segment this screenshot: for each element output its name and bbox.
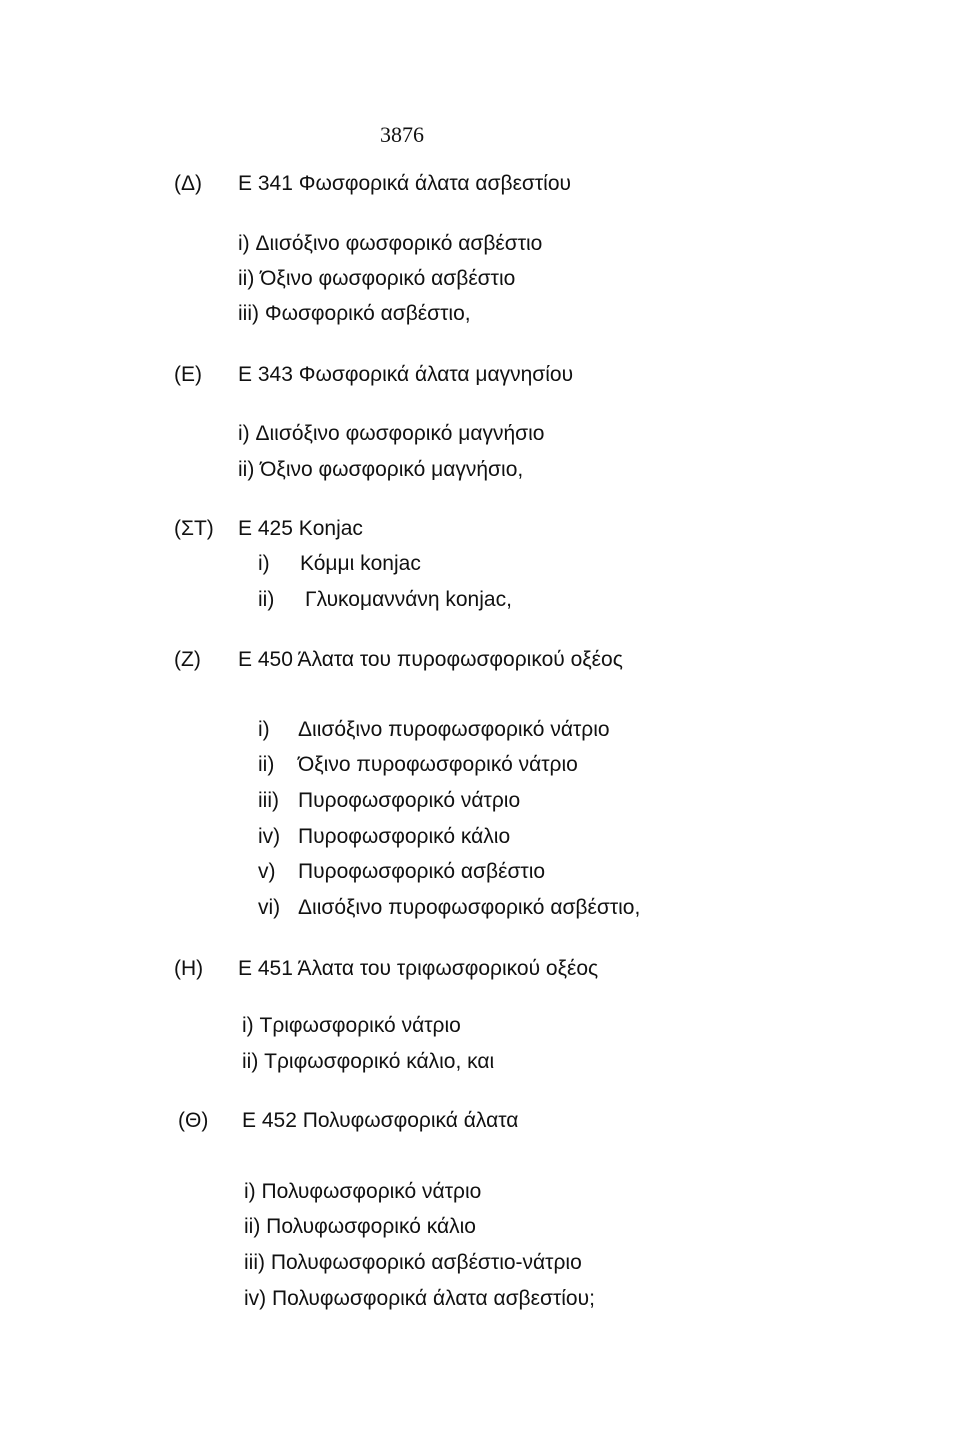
list-item: Πυροφωσφορικό νάτριο [298,789,521,812]
section-label-epsilon: (Ε) [174,363,202,386]
list-item-number: v) [258,860,276,883]
list-item: Πυροφωσφορικό κάλιο [298,825,511,848]
list-item: i) Διισόξινο φωσφορικό ασβέστιο [238,232,543,255]
section-label-stigma: (ΣΤ) [174,517,214,540]
section-label-theta: (Θ) [178,1109,209,1132]
section-heading-delta: Ε 341 Φωσφορικά άλατα ασβεστίου [238,172,572,195]
list-item: Διισόξινο πυροφωσφορικό ασβέστιο, [298,896,641,919]
section-heading-stigma: Ε 425 Konjac [238,517,363,540]
section-heading-theta: Ε 452 Πολυφωσφορικά άλατα [242,1109,519,1132]
list-item: ii) Τριφωσφορικό κάλιο, και [242,1050,495,1073]
section-heading-eta: Ε 451 Άλατα του τριφωσφορικού οξέος [238,957,599,980]
list-item-number: iv) [258,825,281,848]
list-item: Διισόξινο πυροφωσφορικό νάτριο [298,718,610,741]
section-heading-zeta: Ε 450 Άλατα του πυροφωσφορικού οξέος [238,648,623,671]
list-item: i) Τριφωσφορικό νάτριο [242,1014,461,1037]
list-item: iv) Πολυφωσφορικά άλατα ασβεστίου; [244,1287,595,1310]
list-item: Γλυκομαννάνη konjac, [305,588,512,611]
section-label-delta: (Δ) [174,172,203,195]
page-number: 3876 [380,122,424,147]
list-item: ii) Πολυφωσφορικό κάλιο [244,1215,476,1238]
list-item-number: ii) [258,588,275,611]
list-item: iii) Φωσφορικό ασβέστιο, [238,302,471,325]
list-item: i) Πολυφωσφορικό νάτριο [244,1180,482,1203]
list-item: ii) Όξινο φωσφορικό μαγνήσιο, [238,458,524,481]
list-item: iii) Πολυφωσφορικό ασβέστιο-νάτριο [244,1251,582,1274]
list-item-number: vi) [258,896,281,919]
section-heading-epsilon: Ε 343 Φωσφορικά άλατα μαγνησίου [238,363,574,386]
section-label-zeta: (Ζ) [174,648,201,671]
list-item-number: i) [258,718,270,741]
list-item-number: ii) [258,753,275,776]
section-label-eta: (Η) [174,957,204,980]
list-item: Όξινο πυροφωσφορικό νάτριο [298,753,578,776]
list-item: Κόμμι konjac [300,552,421,575]
list-item: i) Διισόξινο φωσφορικό μαγνήσιο [238,422,545,445]
list-item: ii) Όξινο φωσφορικό ασβέστιο [238,267,516,290]
list-item-number: i) [258,552,270,575]
list-item-number: iii) [258,789,279,812]
list-item: Πυροφωσφορικό ασβέστιο [298,860,546,883]
